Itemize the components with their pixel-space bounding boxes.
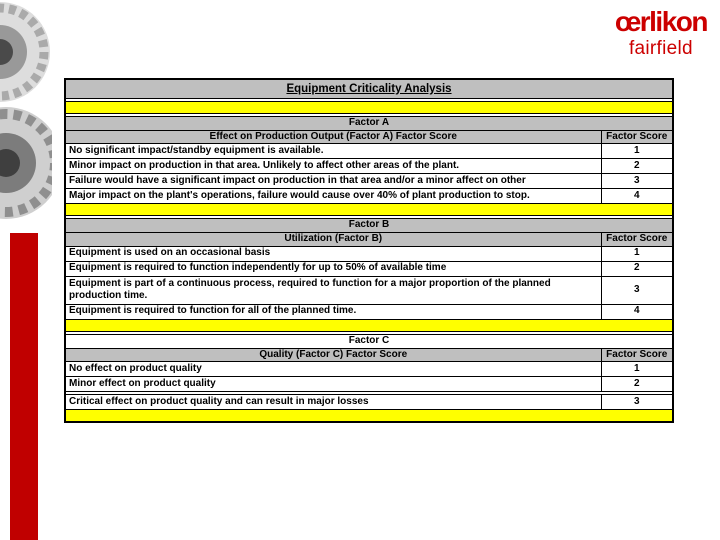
row-text: Critical effect on product quality and can result in major losses xyxy=(65,395,601,410)
row-text: Equipment is required to function independently for up to 50% of available time xyxy=(65,261,601,276)
yellow-divider xyxy=(65,101,673,113)
gear-image xyxy=(0,0,52,232)
row-text: Minor impact on production in that area. Unlikely to affect other areas of the plant. xyxy=(65,159,601,174)
row-score: 3 xyxy=(601,174,673,189)
table-title: Equipment Criticality Analysis xyxy=(65,79,673,98)
row-text: Equipment is used on an occasional basis xyxy=(65,246,601,261)
table-row xyxy=(65,246,673,261)
section-b-column-header: Utilization (Factor B) xyxy=(65,233,601,247)
row-score: 3 xyxy=(601,276,673,304)
red-accent-bar xyxy=(10,233,38,540)
yellow-divider xyxy=(65,410,673,422)
row-score: 3 xyxy=(601,395,673,410)
row-score: 4 xyxy=(601,304,673,319)
table-row xyxy=(65,159,673,174)
score-column-header: Factor Score xyxy=(601,130,673,144)
section-b-label: Factor B xyxy=(65,219,673,233)
table-row xyxy=(65,395,673,410)
logo xyxy=(615,8,707,58)
table-row xyxy=(65,304,673,319)
row-score: 1 xyxy=(601,362,673,377)
table-row xyxy=(65,189,673,204)
table-row xyxy=(65,261,673,276)
table-row xyxy=(65,362,673,377)
row-text: Equipment is part of a continuous process, required to function for a major proportion of the planned production time. xyxy=(65,276,601,304)
row-score: 1 xyxy=(601,246,673,261)
row-text: Minor effect on product quality xyxy=(65,377,601,392)
row-text: Failure would have a significant impact on production in that area and/or a minor affect on other xyxy=(65,174,601,189)
score-column-header: Factor Score xyxy=(601,348,673,362)
table-row xyxy=(65,174,673,189)
table-row xyxy=(65,144,673,159)
yellow-divider xyxy=(65,204,673,216)
table-row xyxy=(65,276,673,304)
logo-sub: fairfield xyxy=(628,38,693,59)
table-row xyxy=(65,377,673,392)
row-score: 4 xyxy=(601,189,673,204)
row-score: 1 xyxy=(601,144,673,159)
yellow-divider xyxy=(65,319,673,331)
criticality-table xyxy=(64,78,674,423)
row-text: Equipment is required to function for all of the planned time. xyxy=(65,304,601,319)
section-c-label: Factor C xyxy=(65,334,673,348)
section-a-column-header: Effect on Production Output (Factor A) Factor Score xyxy=(65,130,601,144)
section-a-label: Factor A xyxy=(65,116,673,130)
score-column-header: Factor Score xyxy=(601,233,673,247)
row-score: 2 xyxy=(601,377,673,392)
row-score: 2 xyxy=(601,159,673,174)
section-c-column-header: Quality (Factor C) Factor Score xyxy=(65,348,601,362)
row-score: 2 xyxy=(601,261,673,276)
row-text: No effect on product quality xyxy=(65,362,601,377)
row-text: No significant impact/standby equipment is available. xyxy=(65,144,601,159)
logo-brand: œrlikon xyxy=(614,6,707,37)
row-text: Major impact on the plant's operations, failure would cause over 40% of plant production to stop. xyxy=(65,189,601,204)
